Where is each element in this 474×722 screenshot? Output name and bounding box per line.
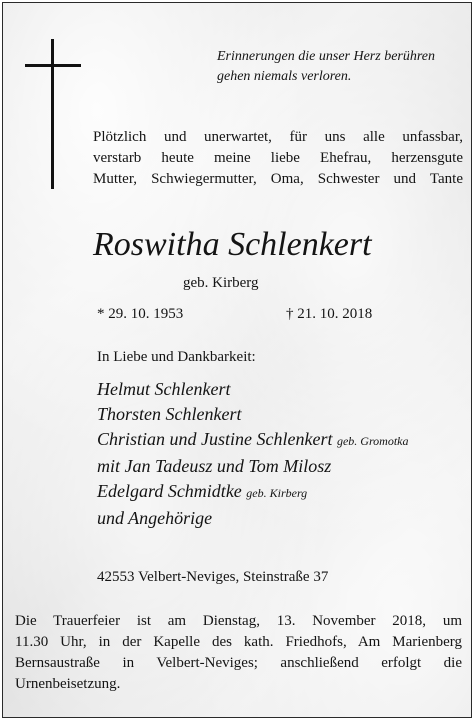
motto-line: gehen niemals verloren. [217, 69, 352, 84]
mourner-line [97, 377, 467, 402]
mourner-note: geb. Gromotka [336, 434, 409, 448]
intro-line: verstarb heute meine liebe Ehefrau, herzensgute [93, 150, 463, 166]
cross-icon [25, 39, 81, 189]
deceased-name: Roswitha Schlenkert [93, 226, 372, 263]
mourner-name: Edelgard Schmidtke [97, 481, 242, 501]
mourner-line [97, 479, 467, 506]
death-date: † 21. 10. 2018 [286, 306, 373, 322]
mourner-line [97, 506, 467, 531]
intro-line: Plötzlich und unerwartet, für uns alle unfassbar, [93, 129, 463, 145]
birth-name: geb. Kirberg [183, 275, 259, 291]
mourner-note: geb. Kirberg [246, 486, 308, 500]
mourner-name: mit Jan Tadeusz und Tom Milosz [97, 456, 332, 476]
intro-line: Mutter, Schwiegermutter, Oma, Schwester und Tante [93, 171, 463, 187]
address: 42553 Velbert-Neviges, Steinstraße 37 [97, 569, 329, 585]
mourner-name: und Angehörige [97, 508, 213, 528]
funeral-line: 11.30 Uhr, in der Kapelle des kath. Friedhofs, Am Marienberg [15, 634, 462, 650]
obituary-notice [2, 2, 472, 718]
funeral-line: Die Trauerfeier ist am Dienstag, 13. November 2018, um [15, 613, 462, 629]
mourner-line [97, 402, 467, 427]
mourner-line [97, 427, 467, 454]
mourner-line [97, 454, 467, 479]
motto [217, 47, 465, 87]
funeral-line: Bernsaustraße in Velbert-Neviges; anschließend erfolgt die [15, 655, 462, 671]
mourner-name: Helmut Schlenkert [97, 379, 231, 399]
birth-date: * 29. 10. 1953 [97, 306, 184, 322]
motto-line: Erinnerungen die unser Herz berühren [217, 49, 436, 64]
thanks-line: In Liebe und Dankbarkeit: [97, 349, 256, 365]
mourner-name: Christian und Justine Schlenkert [97, 429, 333, 449]
funeral-line: Urnenbeisetzung. [15, 676, 121, 692]
funeral-info [15, 611, 462, 695]
mourners-list [97, 377, 467, 531]
mourner-name: Thorsten Schlenkert [97, 404, 242, 424]
intro-text [93, 127, 463, 190]
